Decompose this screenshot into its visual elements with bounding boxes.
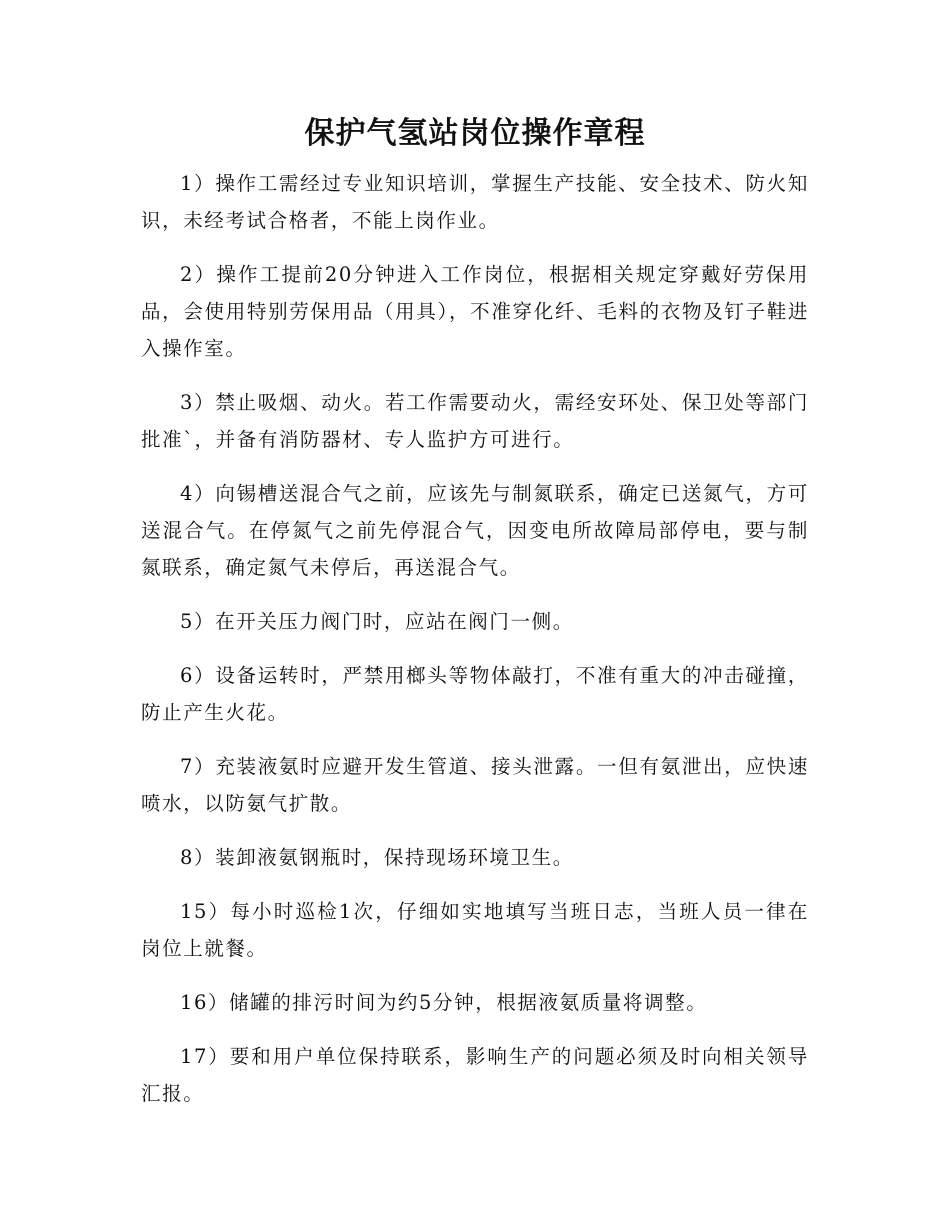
document-body — [141, 165, 809, 1129]
paragraph-3: 3）禁止吸烟、动火。若工作需要动火，需经安环处、保卫处等部门批准`，并备有消防器材、专人监护方可进行。 — [141, 391, 809, 451]
paragraph-17: 17）要和用户单位保持联系，影响生产的问题必须及时向相关领导汇报。 — [141, 1045, 809, 1105]
paragraph-7: 7）充装液氨时应避开发生管道、接头泄露。一但有氨泄出，应快速喷水，以防氨气扩散。 — [141, 755, 809, 815]
paragraph-6: 6）设备运转时，严禁用榔头等物体敲打，不准有重大的冲击碰撞，防止产生火花。 — [141, 664, 809, 724]
paragraph-15: 15）每小时巡检1次，仔细如实地填写当班日志，当班人员一律在岗位上就餐。 — [141, 900, 809, 960]
paragraph-8: 8）装卸液氨钢瓶时，保持现场环境卫生。 — [180, 846, 574, 869]
document-title: 保护气氢站岗位操作章程 — [304, 116, 646, 151]
paragraph-2: 2）操作工提前20分钟进入工作岗位，根据相关规定穿戴好劳保用品，会使用特别劳保用品（用具），不准穿化纤、毛料的衣物及钉子鞋进入操作室。 — [141, 263, 809, 360]
paragraph-5: 5）在开关压力阀门时，应站在阀门一侧。 — [180, 610, 574, 633]
paragraph-16: 16）储罐的排污时间为约5分钟，根据液氨质量将调整。 — [180, 991, 708, 1014]
paragraph-4: 4）向锡槽送混合气之前，应该先与制氮联系，确定已送氮气，方可送混合气。在停氮气之前先停混合气，因变电所故障局部停电，要与制氮联系，确定氮气未停后，再送混合气。 — [141, 482, 809, 579]
paragraph-1: 1）操作工需经过专业知识培训，掌握生产技能、安全技术、防火知识，未经考试合格者，不能上岗作业。 — [141, 172, 809, 232]
